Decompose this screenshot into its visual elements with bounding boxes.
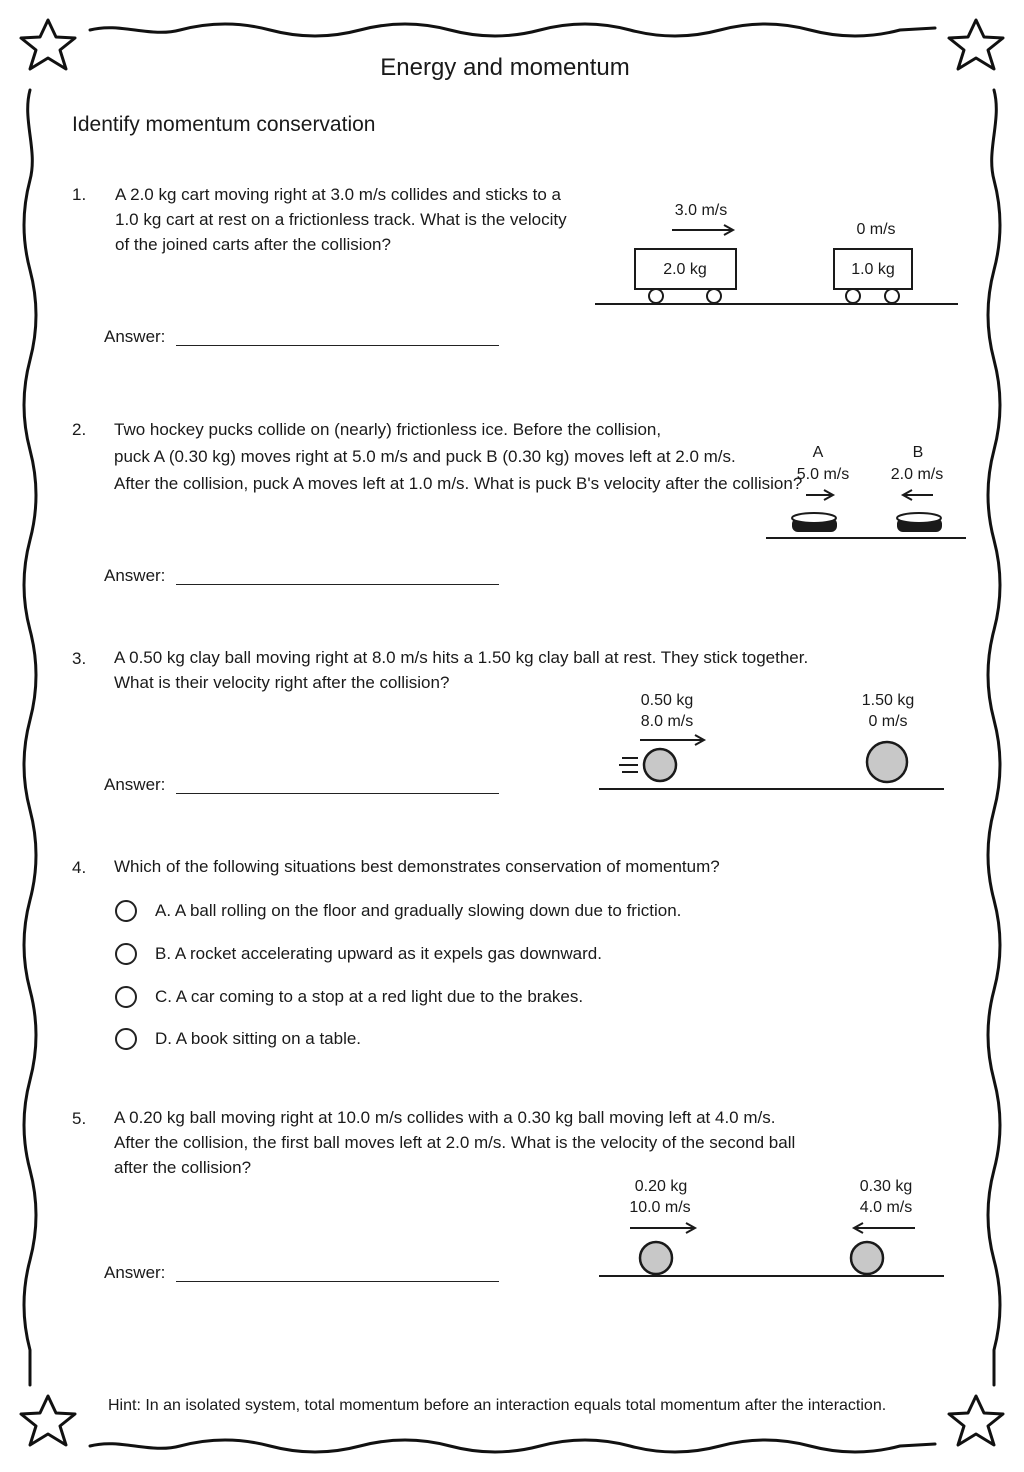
q3-line: A 0.50 kg clay ball moving right at 8.0 m/s hits a 1.50 kg clay ball at rest. They stick together. — [114, 648, 809, 667]
right-arrow-icon — [640, 735, 704, 745]
q2-puckB-velocity: 2.0 m/s — [890, 466, 944, 483]
q4-number: 4. — [72, 858, 87, 877]
q1-cart2-mass: 1.0 kg — [851, 261, 895, 278]
q5-ball-1 — [640, 1242, 672, 1274]
q1-cart1-mass: 2.0 kg — [663, 261, 707, 278]
q1-number: 1. — [72, 185, 87, 204]
q5-answer-line[interactable] — [176, 1281, 499, 1282]
q3-ball1-mass: 0.50 kg — [640, 692, 694, 709]
q5-text — [114, 1105, 795, 1180]
q4-option-label: D. A book sitting on a table. — [155, 1029, 362, 1048]
q4-option-label: C. A car coming to a stop at a red light due to the brakes. — [155, 987, 584, 1006]
q3-answer-line[interactable] — [176, 793, 499, 794]
right-wavy-line — [988, 90, 1000, 1385]
q1-cart1-velocity: 3.0 m/s — [674, 202, 728, 219]
top-wavy-line — [90, 24, 935, 36]
q4-option-b[interactable] — [115, 943, 602, 965]
wheel-icon — [846, 289, 860, 303]
wheel-icon — [885, 289, 899, 303]
motion-lines-icon — [619, 758, 638, 772]
q4-option-label: A. A ball rolling on the floor and gradually slowing down due to friction. — [155, 901, 682, 920]
q2-line: After the collision, puck A moves left at 1.0 m/s. What is puck B's velocity after the collision? — [114, 474, 803, 493]
left-arrow-icon — [903, 490, 933, 500]
q3-clay-ball-1 — [644, 749, 676, 781]
q2-answer-line[interactable] — [176, 584, 499, 585]
wheel-icon — [707, 289, 721, 303]
q1-answer-line[interactable] — [176, 345, 499, 346]
left-arrow-icon — [854, 1223, 915, 1233]
q2-text — [114, 416, 802, 497]
section-subtitle: Identify momentum conservation — [72, 113, 376, 136]
q1-line: of the joined carts after the collision? — [115, 235, 391, 254]
q5-ball1-velocity: 10.0 m/s — [629, 1199, 691, 1216]
q3-line: What is their velocity right after the collision? — [114, 673, 450, 692]
bottom-wavy-line — [90, 1440, 935, 1452]
q2-puck-B — [897, 513, 942, 532]
right-arrow-icon — [806, 490, 833, 500]
q5-ball-2 — [851, 1242, 883, 1274]
q5-number: 5. — [72, 1109, 87, 1128]
q2-puckA-label: A — [812, 444, 824, 461]
q1-line: 1.0 kg cart at rest on a frictionless track. What is the velocity — [115, 210, 567, 229]
q3-answer-label: Answer: — [104, 775, 166, 794]
q1-cart2-velocity: 0 m/s — [856, 221, 896, 238]
q3-ball2-velocity: 0 m/s — [868, 713, 908, 730]
star-icon-bottom-right — [949, 1396, 1003, 1445]
q3-number: 3. — [72, 649, 87, 668]
q1-line: A 2.0 kg cart moving right at 3.0 m/s collides and sticks to a — [115, 185, 561, 204]
left-wavy-line — [24, 90, 36, 1385]
page-title: Energy and momentum — [380, 54, 630, 81]
radio-circle-icon[interactable] — [115, 900, 137, 922]
q3-diagram — [595, 685, 950, 795]
right-arrow-icon — [672, 225, 733, 235]
q5-line: A 0.20 kg ball moving right at 10.0 m/s collides with a 0.30 kg ball moving left at 4.0 m/s. — [114, 1108, 776, 1127]
radio-circle-icon[interactable] — [115, 1028, 137, 1050]
q4-option-c[interactable] — [115, 986, 583, 1008]
q2-diagram — [760, 438, 975, 546]
q5-line: After the collision, the first ball moves left at 2.0 m/s. What is the velocity of the second ball — [114, 1133, 796, 1152]
q3-clay-ball-2 — [867, 742, 907, 782]
q5-line: after the collision? — [114, 1158, 252, 1177]
q2-puckA-velocity: 5.0 m/s — [796, 466, 850, 483]
q5-ball1-mass: 0.20 kg — [634, 1178, 688, 1195]
q4-option-a[interactable] — [115, 900, 681, 922]
q2-answer-label: Answer: — [104, 566, 166, 585]
wheel-icon — [649, 289, 663, 303]
q1-text — [115, 182, 567, 257]
q4-option-d[interactable] — [115, 1028, 361, 1050]
q2-line: puck A (0.30 kg) moves right at 5.0 m/s and puck B (0.30 kg) moves left at 2.0 m/s. — [114, 447, 736, 466]
q5-ball2-mass: 0.30 kg — [859, 1178, 913, 1195]
q1-answer-label: Answer: — [104, 327, 166, 346]
q4-option-label: B. A rocket accelerating upward as it expels gas downward. — [155, 944, 602, 963]
hint-text: Hint: In an isolated system, total momentum before an interaction equals total momentum after the interaction. — [108, 1397, 887, 1414]
radio-circle-icon[interactable] — [115, 943, 137, 965]
q3-ball2-mass: 1.50 kg — [861, 692, 915, 709]
q2-puckB-label: B — [912, 444, 924, 461]
q5-diagram — [595, 1172, 950, 1284]
q4-question: Which of the following situations best demonstrates conservation of momentum? — [114, 857, 720, 876]
q1-diagram — [590, 190, 970, 315]
q2-puck-A — [792, 513, 837, 532]
q2-number: 2. — [72, 420, 87, 439]
right-arrow-icon — [630, 1223, 695, 1233]
radio-circle-icon[interactable] — [115, 986, 137, 1008]
star-icon-bottom-left — [21, 1396, 75, 1445]
q5-answer-label: Answer: — [104, 1263, 166, 1282]
q3-ball1-velocity: 8.0 m/s — [640, 713, 694, 730]
q2-line: Two hockey pucks collide on (nearly) frictionless ice. Before the collision, — [114, 420, 662, 439]
q5-ball2-velocity: 4.0 m/s — [859, 1199, 913, 1216]
